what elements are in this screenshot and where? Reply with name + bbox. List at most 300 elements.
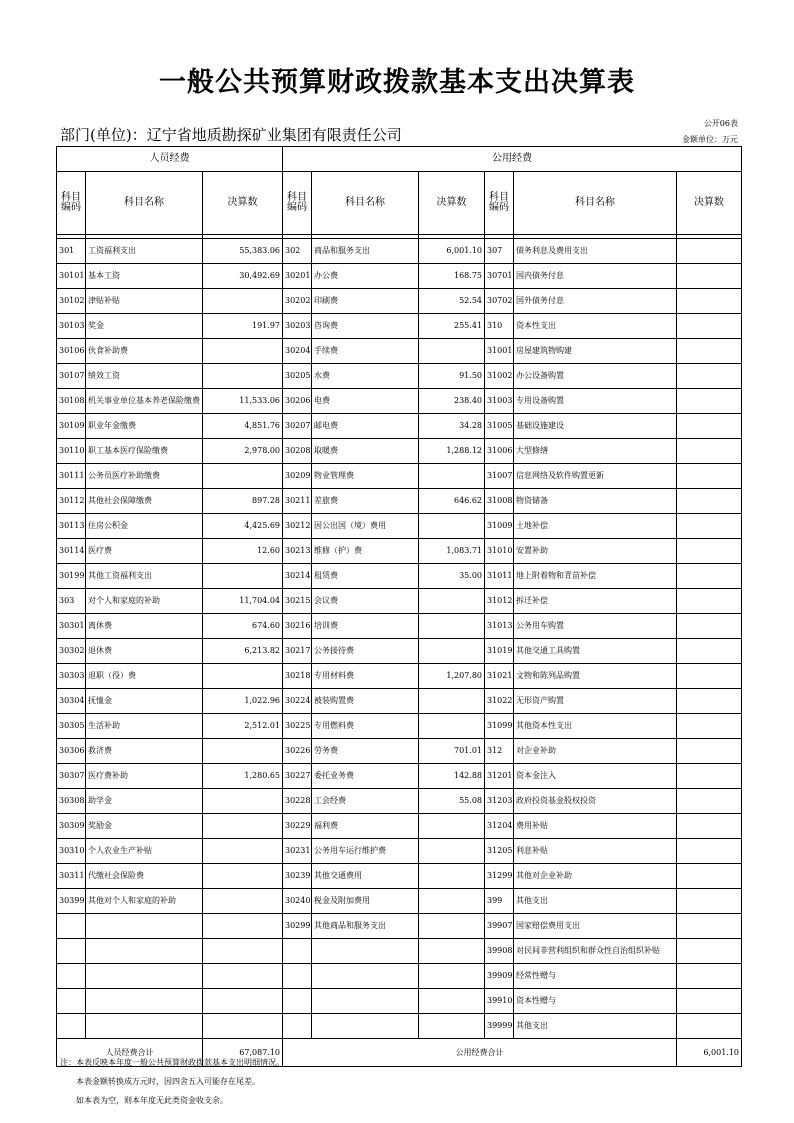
- subject-name: 对企业补助: [514, 739, 677, 764]
- subject-code: 31203: [485, 789, 514, 814]
- subject-name: 物资储备: [514, 489, 677, 514]
- form-number: 公开06表: [703, 119, 738, 128]
- amount-cell: [677, 264, 742, 289]
- amount-cell: 191.97: [203, 314, 283, 339]
- amount-cell: [677, 989, 742, 1014]
- subject-code: 30114: [57, 539, 86, 564]
- subject-code: 30702: [485, 289, 514, 314]
- subject-name: 利息补贴: [514, 839, 677, 864]
- subject-name: 地上附着物和青苗补偿: [514, 564, 677, 589]
- header-amount: 决算数: [677, 172, 742, 235]
- header-amount: 决算数: [419, 172, 485, 235]
- page-title: 一般公共预算财政拨款基本支出决算表: [159, 67, 635, 98]
- subject-code: 30204: [283, 339, 312, 364]
- amount-cell: [203, 839, 283, 864]
- table-row: [57, 314, 742, 339]
- department-label: 部门(单位)：辽宁省地质勘探矿业集团有限责任公司: [60, 126, 402, 144]
- subject-name: 其他工资福利支出: [86, 564, 203, 589]
- subject-name: 培训费: [312, 614, 419, 639]
- amount-cell: [677, 389, 742, 414]
- subject-name: 救济费: [86, 739, 203, 764]
- subject-name: 商品和服务支出: [312, 239, 419, 264]
- subject-code: 31205: [485, 839, 514, 864]
- amount-cell: 91.50: [419, 364, 485, 389]
- subject-name: [312, 1014, 419, 1039]
- amount-cell: [419, 464, 485, 489]
- amount-cell: [203, 664, 283, 689]
- public-total-label: 公用经费合计: [283, 1039, 677, 1067]
- amount-cell: 1,083.71: [419, 539, 485, 564]
- subject-name: 房屋建筑物购建: [514, 339, 677, 364]
- header-name: 科目名称: [514, 172, 677, 235]
- amount-cell: [419, 614, 485, 639]
- table-row: [57, 914, 742, 939]
- subject-code: [57, 1014, 86, 1039]
- subject-name: [86, 989, 203, 1014]
- subject-name: 资本性支出: [514, 314, 677, 339]
- amount-cell: [677, 414, 742, 439]
- amount-cell: 646.62: [419, 489, 485, 514]
- subject-code: [283, 964, 312, 989]
- subject-code: 30305: [57, 714, 86, 739]
- table-row: [57, 689, 742, 714]
- table-row: [57, 389, 742, 414]
- subject-code: 31003: [485, 389, 514, 414]
- amount-cell: [677, 614, 742, 639]
- amount-cell: 4,851.76: [203, 414, 283, 439]
- amount-cell: [419, 339, 485, 364]
- subject-name: 其他支出: [514, 889, 677, 914]
- amount-cell: 674.60: [203, 614, 283, 639]
- amount-cell: [677, 964, 742, 989]
- amount-cell: 11,704.04: [203, 589, 283, 614]
- amount-cell: [419, 914, 485, 939]
- amount-cell: [203, 939, 283, 964]
- subject-name: 劳务费: [312, 739, 419, 764]
- subject-name: 电费: [312, 389, 419, 414]
- subject-name: 退休费: [86, 639, 203, 664]
- subject-name: 印刷费: [312, 289, 419, 314]
- expenditure-table: [56, 146, 742, 1067]
- amount-cell: 30,492.69: [203, 264, 283, 289]
- amount-cell: [419, 839, 485, 864]
- amount-cell: [419, 814, 485, 839]
- subject-code: 30111: [57, 464, 86, 489]
- subject-code: 30202: [283, 289, 312, 314]
- amount-cell: [677, 764, 742, 789]
- amount-cell: [203, 964, 283, 989]
- subject-name: 邮电费: [312, 414, 419, 439]
- amount-cell: [419, 939, 485, 964]
- subject-code: 30101: [57, 264, 86, 289]
- amount-cell: 897.28: [203, 489, 283, 514]
- subject-code: 39907: [485, 914, 514, 939]
- subject-name: 其他对个人和家庭的补助: [86, 889, 203, 914]
- header-code: 科目编码: [57, 172, 86, 235]
- amount-cell: [677, 489, 742, 514]
- subject-code: [283, 989, 312, 1014]
- amount-cell: [677, 464, 742, 489]
- amount-cell: [677, 539, 742, 564]
- subject-code: 30224: [283, 689, 312, 714]
- amount-cell: 35.00: [419, 564, 485, 589]
- subject-code: 30112: [57, 489, 86, 514]
- personnel-total-label: 人员经费合计: [57, 1039, 203, 1067]
- subject-name: 职业年金缴费: [86, 414, 203, 439]
- table-row: [57, 464, 742, 489]
- subject-name: 代缴社会保险费: [86, 864, 203, 889]
- subject-code: 30231: [283, 839, 312, 864]
- amount-cell: [677, 789, 742, 814]
- amount-cell: 6,213.82: [203, 639, 283, 664]
- subject-name: 税金及附加费用: [312, 889, 419, 914]
- subject-code: [57, 964, 86, 989]
- subject-name: 其他交通费用: [312, 864, 419, 889]
- amount-cell: [419, 1014, 485, 1039]
- subject-code: 30399: [57, 889, 86, 914]
- subject-code: 31299: [485, 864, 514, 889]
- subject-code: 39999: [485, 1014, 514, 1039]
- header-code: 科目编码: [283, 172, 312, 235]
- subject-name: 工资福利支出: [86, 239, 203, 264]
- subject-code: 30214: [283, 564, 312, 589]
- subject-code: 31013: [485, 614, 514, 639]
- subject-code: [283, 1014, 312, 1039]
- amount-cell: 238.40: [419, 389, 485, 414]
- subject-name: 抚恤金: [86, 689, 203, 714]
- amount-cell: [677, 664, 742, 689]
- subject-name: [312, 964, 419, 989]
- amount-cell: [203, 1014, 283, 1039]
- subject-name: 专用设备购置: [514, 389, 677, 414]
- subject-code: 31011: [485, 564, 514, 589]
- subject-name: 绩效工资: [86, 364, 203, 389]
- subject-code: 31007: [485, 464, 514, 489]
- table-row: [57, 839, 742, 864]
- table-row: [57, 639, 742, 664]
- amount-cell: [419, 639, 485, 664]
- table-row: [57, 664, 742, 689]
- subject-code: 302: [283, 239, 312, 264]
- subject-code: 30217: [283, 639, 312, 664]
- subject-name: 土地补偿: [514, 514, 677, 539]
- subject-code: 30309: [57, 814, 86, 839]
- subject-code: 30218: [283, 664, 312, 689]
- subject-code: 30102: [57, 289, 86, 314]
- personnel-total-value: 67,087.10: [203, 1039, 283, 1067]
- subject-code: 30199: [57, 564, 86, 589]
- subject-code: 31201: [485, 764, 514, 789]
- subject-code: 30201: [283, 264, 312, 289]
- table-row: [57, 539, 742, 564]
- subject-code: 30211: [283, 489, 312, 514]
- note-line: 如本表为空，则本年度无此类资金收支余。: [76, 1096, 228, 1105]
- table-row: [57, 414, 742, 439]
- subject-code: 30229: [283, 814, 312, 839]
- subject-code: [57, 914, 86, 939]
- subject-name: [86, 939, 203, 964]
- subject-code: 39908: [485, 939, 514, 964]
- table-row: [57, 489, 742, 514]
- header-name: 科目名称: [86, 172, 203, 235]
- subject-code: 399: [485, 889, 514, 914]
- subject-name: 机关事业单位基本养老保险缴费: [86, 389, 203, 414]
- subject-code: [57, 989, 86, 1014]
- subject-name: 奖金: [86, 314, 203, 339]
- subject-code: 30299: [283, 914, 312, 939]
- subject-name: 国内债务付息: [514, 264, 677, 289]
- subject-name: 信息网络及软件购置更新: [514, 464, 677, 489]
- subject-code: 30308: [57, 789, 86, 814]
- amount-cell: [419, 964, 485, 989]
- amount-cell: [677, 514, 742, 539]
- subject-code: 30109: [57, 414, 86, 439]
- note-line: 注：本表反映本年度一般公共预算财政拨款基本支出明细情况。: [60, 1058, 284, 1067]
- amount-cell: [677, 739, 742, 764]
- subject-name: 物业管理费: [312, 464, 419, 489]
- subject-code: 31001: [485, 339, 514, 364]
- subject-name: 因公出国（境）费用: [312, 514, 419, 539]
- amount-cell: 2,512.01: [203, 714, 283, 739]
- subject-name: 办公设备购置: [514, 364, 677, 389]
- table-row: [57, 714, 742, 739]
- amount-cell: [419, 689, 485, 714]
- subject-name: 债务利息及费用支出: [514, 239, 677, 264]
- amount-cell: 11,533.06: [203, 389, 283, 414]
- subject-name: 工会经费: [312, 789, 419, 814]
- subject-name: 津贴补贴: [86, 289, 203, 314]
- subject-code: 30207: [283, 414, 312, 439]
- table-row: [57, 514, 742, 539]
- amount-cell: 4,425.69: [203, 514, 283, 539]
- amount-cell: [677, 639, 742, 664]
- subject-name: 职工基本医疗保险缴费: [86, 439, 203, 464]
- public-total-value: 6,001.10: [677, 1039, 742, 1067]
- table-row: [57, 289, 742, 314]
- subject-name: 对个人和家庭的补助: [86, 589, 203, 614]
- subject-code: 30302: [57, 639, 86, 664]
- subject-code: [283, 939, 312, 964]
- table-row: [57, 239, 742, 264]
- amount-cell: 255.41: [419, 314, 485, 339]
- subject-name: 办公费: [312, 264, 419, 289]
- subject-code: 30203: [283, 314, 312, 339]
- amount-cell: [419, 589, 485, 614]
- subject-name: 租赁费: [312, 564, 419, 589]
- amount-cell: [203, 289, 283, 314]
- amount-cell: 55.08: [419, 789, 485, 814]
- table-row: [57, 739, 742, 764]
- subject-name: 资本性赠与: [514, 989, 677, 1014]
- amount-cell: [677, 814, 742, 839]
- subject-name: 医疗费: [86, 539, 203, 564]
- subject-name: 离休费: [86, 614, 203, 639]
- amount-cell: [419, 864, 485, 889]
- amount-cell: [677, 289, 742, 314]
- subject-name: 退职（役）费: [86, 664, 203, 689]
- amount-cell: [203, 739, 283, 764]
- subject-code: 30103: [57, 314, 86, 339]
- subject-code: 30306: [57, 739, 86, 764]
- amount-cell: 1,207.80: [419, 664, 485, 689]
- amount-cell: [203, 564, 283, 589]
- subject-name: 助学金: [86, 789, 203, 814]
- subject-code: 30213: [283, 539, 312, 564]
- subject-code: 31010: [485, 539, 514, 564]
- subject-code: 30205: [283, 364, 312, 389]
- table-row: [57, 939, 742, 964]
- amount-cell: [203, 889, 283, 914]
- amount-cell: 12.60: [203, 539, 283, 564]
- subject-code: 312: [485, 739, 514, 764]
- table-row: [57, 764, 742, 789]
- amount-cell: [419, 989, 485, 1014]
- subject-name: 其他支出: [514, 1014, 677, 1039]
- amount-cell: [419, 889, 485, 914]
- subject-code: 30311: [57, 864, 86, 889]
- subject-name: 无形资产购置: [514, 689, 677, 714]
- subject-code: 39909: [485, 964, 514, 989]
- subject-name: 费用补贴: [514, 814, 677, 839]
- amount-cell: [677, 314, 742, 339]
- subject-code: 30240: [283, 889, 312, 914]
- section-personnel: 人员经费: [57, 147, 283, 172]
- amount-cell: [677, 364, 742, 389]
- header-name: 科目名称: [312, 172, 419, 235]
- amount-cell: 142.88: [419, 764, 485, 789]
- amount-cell: [203, 989, 283, 1014]
- subject-code: 30239: [283, 864, 312, 889]
- subject-name: 会议费: [312, 589, 419, 614]
- subject-code: 30108: [57, 389, 86, 414]
- subject-code: 30225: [283, 714, 312, 739]
- subject-code: 30206: [283, 389, 312, 414]
- subject-code: 30110: [57, 439, 86, 464]
- subject-name: [86, 964, 203, 989]
- subject-name: 其他资本性支出: [514, 714, 677, 739]
- subject-code: 31021: [485, 664, 514, 689]
- subject-name: 国外债务付息: [514, 289, 677, 314]
- subject-name: 伙食补助费: [86, 339, 203, 364]
- subject-code: 30310: [57, 839, 86, 864]
- subject-code: 30107: [57, 364, 86, 389]
- subject-code: 30208: [283, 439, 312, 464]
- subject-code: 31002: [485, 364, 514, 389]
- subject-name: 委托业务费: [312, 764, 419, 789]
- header-code: 科目编码: [485, 172, 514, 235]
- subject-name: 专用材料费: [312, 664, 419, 689]
- subject-name: [312, 939, 419, 964]
- subject-code: 31006: [485, 439, 514, 464]
- table-row: [57, 614, 742, 639]
- section-public: 公用经费: [283, 147, 742, 172]
- amount-cell: [203, 789, 283, 814]
- column-header-row: [57, 172, 742, 235]
- subject-code: 301: [57, 239, 86, 264]
- amount-cell: [677, 439, 742, 464]
- subject-name: 其他商品和服务支出: [312, 914, 419, 939]
- amount-cell: [677, 839, 742, 864]
- subject-name: 手续费: [312, 339, 419, 364]
- subject-name: 其他社会保障缴费: [86, 489, 203, 514]
- subject-code: 31012: [485, 589, 514, 614]
- subject-name: 咨询费: [312, 314, 419, 339]
- amount-cell: [419, 514, 485, 539]
- table-row: [57, 364, 742, 389]
- amount-cell: [677, 689, 742, 714]
- subject-code: 30106: [57, 339, 86, 364]
- subject-code: 31009: [485, 514, 514, 539]
- subject-name: 福利费: [312, 814, 419, 839]
- subject-name: 拆迁补偿: [514, 589, 677, 614]
- amount-cell: [677, 714, 742, 739]
- amount-cell: [203, 814, 283, 839]
- subject-code: 30226: [283, 739, 312, 764]
- amount-cell: [419, 714, 485, 739]
- subject-name: 安置补助: [514, 539, 677, 564]
- subject-code: 30303: [57, 664, 86, 689]
- amount-cell: [203, 914, 283, 939]
- table-row: [57, 264, 742, 289]
- subject-name: [86, 1014, 203, 1039]
- subject-code: 31099: [485, 714, 514, 739]
- amount-cell: [677, 239, 742, 264]
- subject-name: 基础设施建设: [514, 414, 677, 439]
- amount-cell: 2,978.00: [203, 439, 283, 464]
- amount-cell: 52.54: [419, 289, 485, 314]
- subject-code: 307: [485, 239, 514, 264]
- subject-name: 专用燃料费: [312, 714, 419, 739]
- subject-name: 公务员医疗补助缴费: [86, 464, 203, 489]
- table-row: [57, 564, 742, 589]
- subject-code: 30701: [485, 264, 514, 289]
- subject-name: 大型修缮: [514, 439, 677, 464]
- subject-name: 文物和陈列品购置: [514, 664, 677, 689]
- amount-cell: [677, 1014, 742, 1039]
- header-amount: 决算数: [203, 172, 283, 235]
- subject-name: 资本金注入: [514, 764, 677, 789]
- subject-code: 30113: [57, 514, 86, 539]
- subject-name: 基本工资: [86, 264, 203, 289]
- subject-code: 30215: [283, 589, 312, 614]
- subject-code: 30228: [283, 789, 312, 814]
- table-row: [57, 789, 742, 814]
- amount-cell: 1,280.65: [203, 764, 283, 789]
- subject-code: [57, 939, 86, 964]
- amount-cell: 168.75: [419, 264, 485, 289]
- table-row: [57, 864, 742, 889]
- amount-cell: 1,288.12: [419, 439, 485, 464]
- table-row: [57, 889, 742, 914]
- subject-name: 其他交通工具购置: [514, 639, 677, 664]
- subject-code: 30216: [283, 614, 312, 639]
- subject-name: 取暖费: [312, 439, 419, 464]
- amount-unit: 金额单位：万元: [682, 135, 738, 144]
- subject-name: 对民间非营利组织和群众性自治组织补贴: [514, 939, 677, 964]
- subject-name: 差旅费: [312, 489, 419, 514]
- amount-cell: [203, 464, 283, 489]
- amount-cell: [677, 914, 742, 939]
- amount-cell: [677, 939, 742, 964]
- subject-code: 31204: [485, 814, 514, 839]
- table-row: [57, 964, 742, 989]
- subject-code: 31022: [485, 689, 514, 714]
- subject-name: 被装购置费: [312, 689, 419, 714]
- subject-name: 医疗费补助: [86, 764, 203, 789]
- note-line: 本表金额转换成万元时，因四舍五入可能存在尾差。: [76, 1077, 260, 1086]
- notes: [60, 1053, 284, 1110]
- amount-cell: 6,001.10: [419, 239, 485, 264]
